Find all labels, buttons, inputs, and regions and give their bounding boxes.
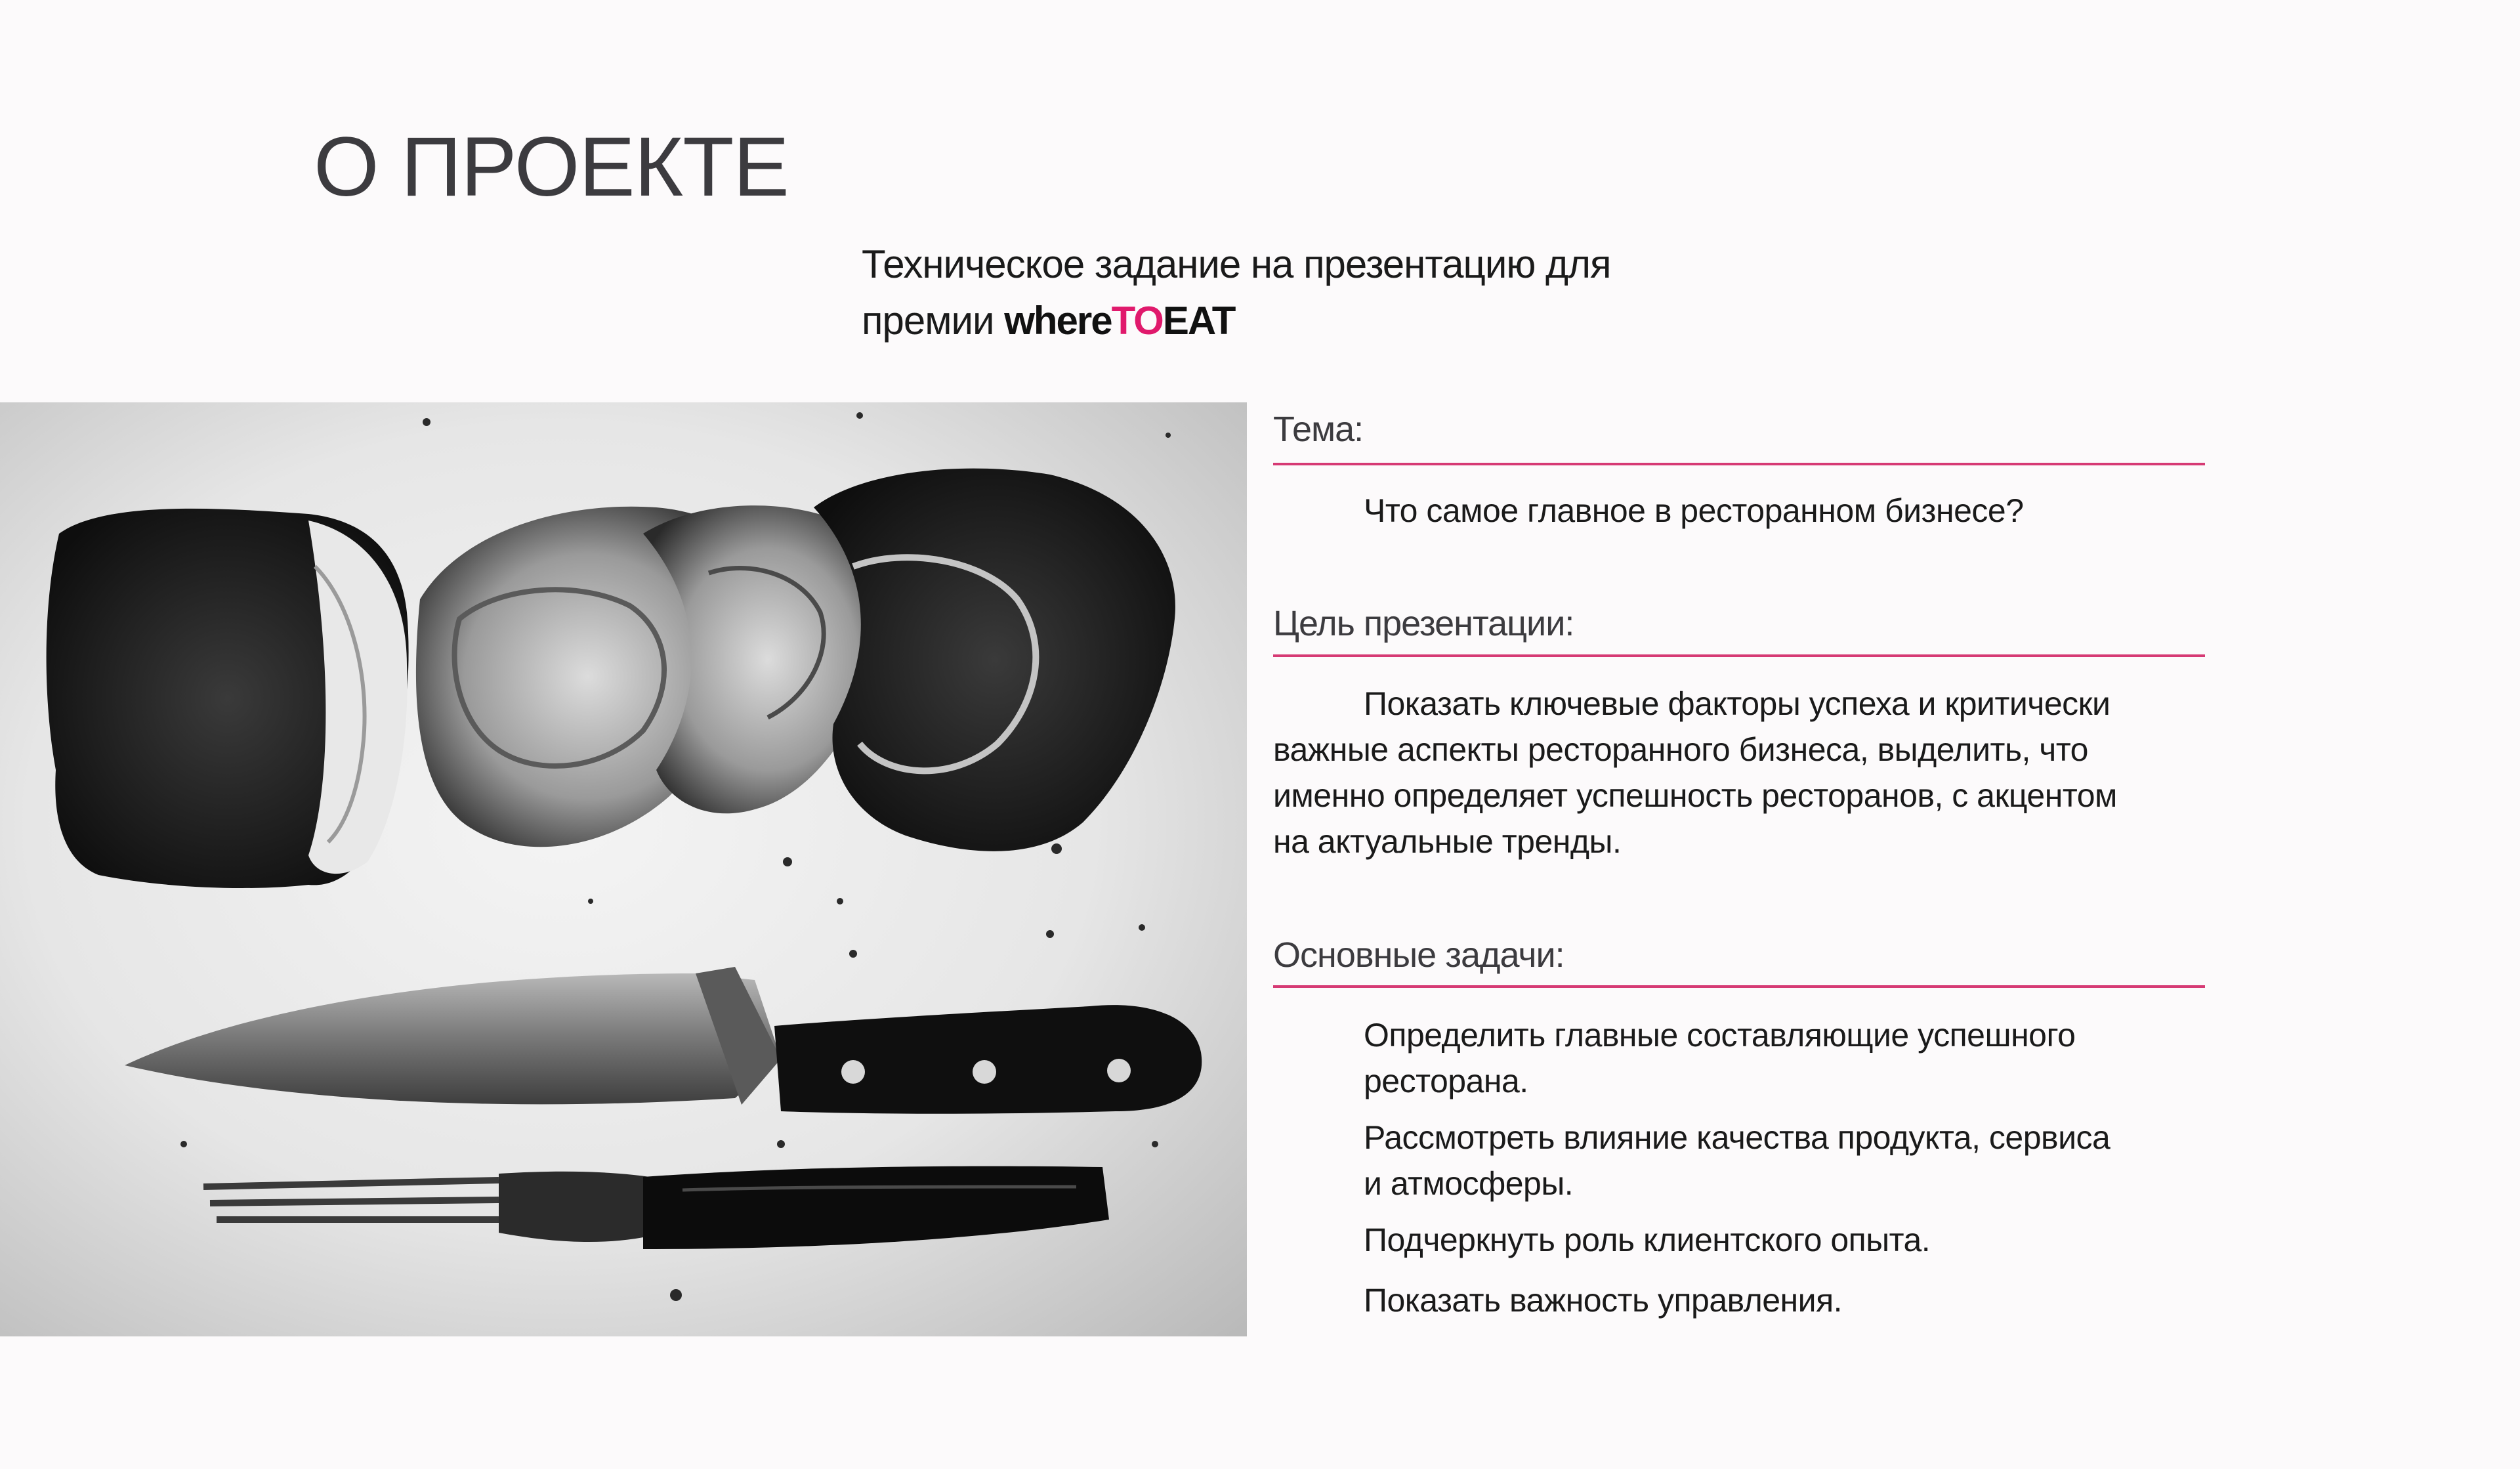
food-photo-illustration [0, 402, 1247, 1336]
task-line: Рассмотреть влияние качества продукта, сервиса [1364, 1119, 2110, 1156]
goal-line: Показать ключевые факторы успеха и критически [1364, 685, 2110, 722]
roast-end-piece [47, 509, 409, 888]
brand-name [1004, 299, 1234, 343]
goal-line: на актуальные тренды. [1273, 823, 1622, 860]
food-photo [0, 402, 1247, 1336]
theme-text: Что самое главное в ресторанном бизнесе? [1364, 492, 2024, 529]
fork [203, 1166, 1109, 1249]
theme-divider [1273, 463, 2205, 465]
page-title: О ПРОЕКТЕ [314, 120, 789, 214]
goal-line: важные аспекты ресторанного бизнеса, выделить, что [1273, 731, 2088, 768]
task-item-2 [1364, 1115, 2110, 1206]
subtitle-line-2 [862, 293, 1611, 349]
knife [125, 967, 1202, 1114]
goal-divider [1273, 654, 2205, 657]
task-line: и атмосферы. [1364, 1165, 1574, 1202]
task-item-1 [1364, 1012, 2075, 1104]
brand-part-where: where [1004, 299, 1112, 343]
tasks-divider [1273, 985, 2205, 988]
task-item-3: Подчеркнуть роль клиентского опыта. [1364, 1222, 1931, 1258]
goal-label: Цель презентации: [1273, 604, 1574, 643]
subtitle [862, 236, 1611, 349]
subtitle-prefix: премии [862, 299, 1005, 343]
goal-paragraph [1273, 681, 2117, 864]
task-line: ресторана. [1364, 1063, 1528, 1099]
brand-part-to: TO [1111, 299, 1163, 343]
tasks-label: Основные задачи: [1273, 935, 1564, 975]
brand-part-eat: EAT [1162, 299, 1235, 343]
subtitle-line-1: Техническое задание на презентацию для [862, 242, 1611, 286]
roast-slices [416, 469, 1175, 851]
task-line: Определить главные составляющие успешного [1364, 1017, 2076, 1054]
theme-label: Тема: [1273, 410, 1364, 449]
task-item-4: Показать важность управления. [1364, 1282, 1843, 1319]
goal-line: именно определяет успешность ресторанов, с акцентом [1273, 777, 2117, 814]
